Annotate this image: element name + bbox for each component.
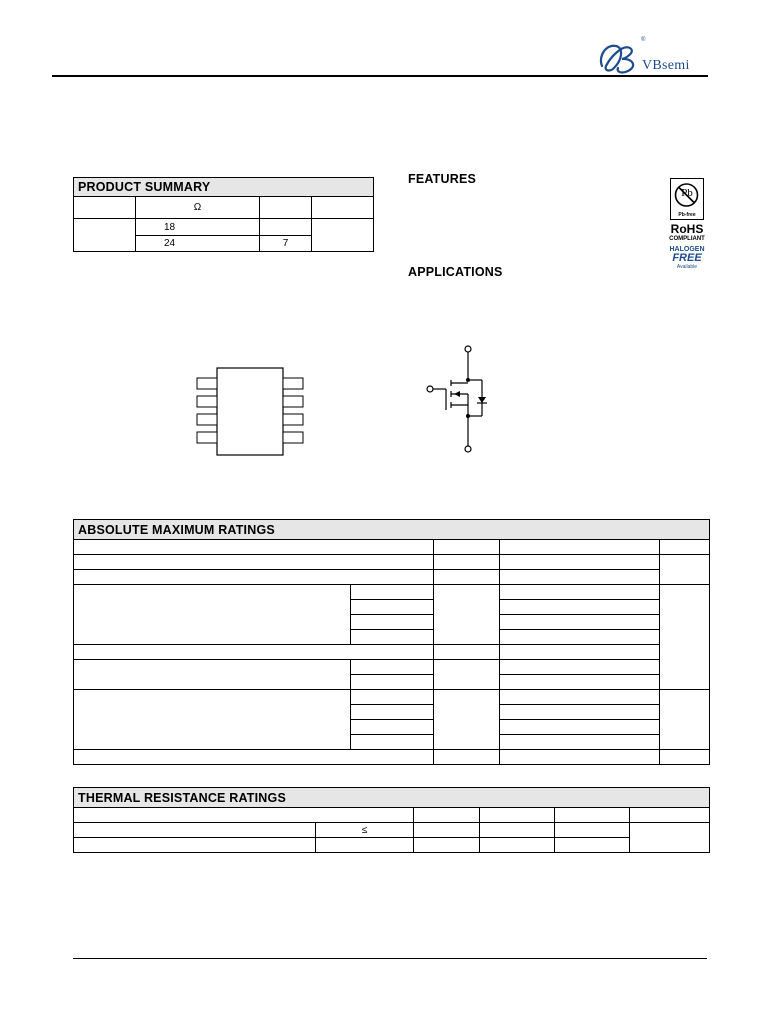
ps-rds-row-2: 24 (136, 236, 260, 252)
ps-id-row-2: 7 (260, 236, 312, 252)
table-row (74, 838, 316, 853)
table-row (74, 660, 351, 690)
thermal-title: THERMAL RESISTANCE RATINGS (74, 788, 710, 808)
mosfet-schematic-icon (420, 344, 500, 454)
product-summary-table (73, 177, 374, 252)
pb-label: Pb (681, 187, 693, 199)
footer-rule (73, 958, 707, 959)
table-row (74, 823, 316, 838)
halogen-available-label: Available (676, 264, 698, 270)
pb-free-icon (670, 178, 704, 220)
ps-col-id (260, 197, 312, 219)
header-rule (52, 75, 708, 77)
table-row (74, 585, 351, 645)
pb-free-caption: Pb-free (678, 212, 696, 218)
brand-name: VBsemi (642, 58, 690, 73)
features-title: FEATURES (408, 172, 477, 186)
table-row (74, 570, 434, 585)
ps-col-rds: Ω (136, 197, 260, 219)
le-symbol: ≤ (316, 823, 414, 838)
table-row (74, 808, 414, 823)
abs-max-title: ABSOLUTE MAXIMUM RATINGS (74, 520, 710, 540)
table-row (74, 645, 434, 660)
thermal-resistance-ratings-table (73, 787, 710, 853)
ps-col-qg (312, 197, 374, 219)
halogen-label: HALOGEN (669, 246, 705, 253)
rohs-compliant: COMPLIANT (669, 236, 705, 242)
ps-qg-value (312, 219, 374, 252)
ps-rds-row-1: 18 (136, 219, 260, 236)
halogen-free-label: FREE (672, 252, 702, 264)
applications-title: APPLICATIONS (408, 265, 503, 279)
so8-package-icon (190, 362, 310, 462)
absolute-maximum-ratings-table (73, 519, 710, 765)
compliance-badges (664, 178, 710, 270)
table-row (74, 690, 351, 750)
table-row (74, 750, 434, 765)
rohs-label: RoHS (670, 222, 704, 236)
table-row (74, 555, 434, 570)
ps-col-vds (74, 197, 136, 219)
product-summary-title: PRODUCT SUMMARY (74, 178, 374, 197)
table-row (74, 540, 434, 555)
ps-id-row-1 (260, 219, 312, 236)
ps-vds-value (74, 219, 136, 252)
registered-mark: ® (641, 37, 646, 43)
